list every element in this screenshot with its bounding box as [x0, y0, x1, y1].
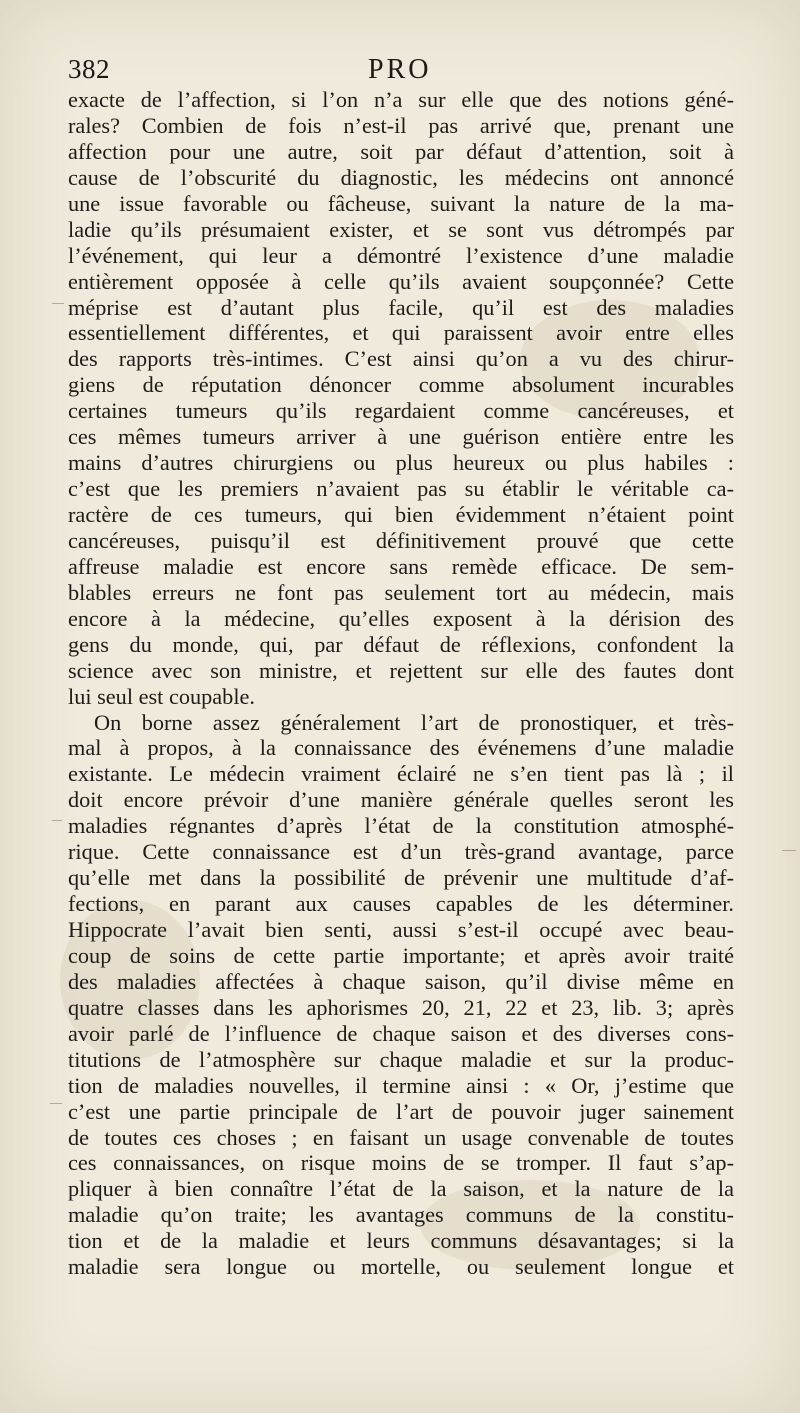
text-line: maladie sera longue ou mortelle, ou seulement longue et	[68, 1254, 734, 1280]
text-line: fections, en parant aux causes capables de les déterminer.	[68, 891, 734, 917]
text-line: rique. Cette connaissance est d’un très-grand avantage, parce	[68, 839, 734, 865]
text-line: méprise est d’autant plus facile, qu’il est des maladies	[68, 294, 734, 320]
margin-mark	[52, 303, 64, 304]
text-line: affection pour une autre, soit par défaut d’attention, soit à	[68, 138, 734, 164]
running-head	[68, 54, 730, 88]
text-line: ces connaissances, on risque moins de se tromper. Il faut s’ap-	[68, 1150, 734, 1176]
text-line: ractère de ces tumeurs, qui bien évidemment n’étaient point	[68, 502, 734, 527]
text-line: quatre classes dans les aphorismes 20, 21, 22 et 23, lib. 3; après	[68, 994, 734, 1020]
text-line: gens du monde, qui, par défaut de réflexions, confondent la	[68, 631, 734, 657]
text-line: exacte de l’affection, si l’on n’a sur elle que des notions géné-	[68, 87, 734, 112]
text-line: des rapports très-intimes. C’est ainsi qu’on a vu des chirur-	[68, 346, 734, 372]
text-line: titutions de l’atmosphère sur chaque maladie et sur la produc-	[68, 1046, 734, 1072]
margin-mark	[52, 820, 62, 821]
running-title: PRO	[368, 54, 432, 85]
text-line: existante. Le médecin vraiment éclairé ne s’en tient pas là ; il	[68, 761, 734, 787]
text-line: ladie qu’ils présumaient exister, et se sont vus détrompés par	[68, 216, 734, 242]
text-line: coup de soins de cette partie importante; et après avoir traité	[68, 942, 734, 968]
text-line: l’événement, qui leur a démontré l’existence d’une maladie	[68, 242, 734, 268]
text-line: affreuse maladie est encore sans remède efficace. De sem-	[68, 553, 734, 579]
text-line: qu’elle met dans la possibilité de prévenir une multitude d’af-	[68, 865, 734, 891]
text-line: rales? Combien de fois n’est-il pas arrivé que, prenant une	[68, 112, 734, 138]
text-line: maladies régnantes d’après l’état de la constitution atmosphé-	[68, 813, 734, 839]
text-line: certaines tumeurs qu’ils regardaient comme cancéreuses, et	[68, 398, 734, 424]
text-line: On borne assez généralement l’art de pronostiquer, et très-	[94, 709, 734, 735]
text-line: une issue favorable ou fâcheuse, suivant la nature de la ma-	[68, 190, 734, 216]
text-line: pliquer à bien connaître l’état de la saison, et la nature de la	[68, 1176, 734, 1202]
text-line: Hippocrate l’avait bien senti, aussi s’est-il occupé avec beau-	[68, 917, 734, 942]
text-line: tion de maladies nouvelles, il termine ainsi : « Or, j’estime que	[68, 1072, 734, 1098]
text-line: doit encore prévoir d’une manière générale quelles seront les	[68, 787, 734, 813]
text-line: entièrement opposée à celle qu’ils avaient soupçonnée? Cette	[68, 268, 734, 294]
text-line: tion et de la maladie et leurs communs désavantages; si la	[68, 1228, 734, 1254]
text-line: de toutes ces choses ; en faisant un usage convenable de toutes	[68, 1124, 734, 1150]
text-line: cancéreuses, puisqu’il est définitivement prouvé que cette	[68, 527, 734, 553]
text-line: cause de l’obscurité du diagnostic, les médecins ont annoncé	[68, 164, 734, 190]
body-text	[68, 87, 734, 1280]
text-line: science avec son ministre, et rejettent sur elle des fautes dont	[68, 657, 734, 683]
text-line: encore à la médecine, qu’elles exposent à la dérision des	[68, 605, 734, 631]
text-line: mal à propos, à la connaissance des événemens d’une maladie	[68, 735, 734, 761]
margin-mark	[50, 1103, 62, 1104]
text-line: c’est une partie principale de l’art de pouvoir juger sainement	[68, 1098, 734, 1124]
text-line: lui seul est coupable.	[68, 683, 255, 709]
page-number: 382	[68, 54, 110, 84]
text-line: ces mêmes tumeurs arriver à une guérison entière entre les	[68, 424, 734, 450]
margin-mark	[782, 850, 796, 851]
text-line: mains d’autres chirurgiens ou plus heureux ou plus habiles :	[68, 450, 734, 476]
text-line: maladie qu’on traite; les avantages communs de la constitu-	[68, 1202, 734, 1228]
text-line: des maladies affectées à chaque saison, qu’il divise même en	[68, 968, 734, 994]
text-line: blables erreurs ne font pas seulement tort au médecin, mais	[68, 579, 734, 605]
text-line: avoir parlé de l’influence de chaque saison et des diverses cons-	[68, 1020, 734, 1046]
text-line: essentiellement différentes, et qui paraissent avoir entre elles	[68, 320, 734, 346]
text-line: giens de réputation dénoncer comme absolument incurables	[68, 372, 734, 398]
text-line: c’est que les premiers n’avaient pas su établir le véritable ca-	[68, 476, 734, 502]
